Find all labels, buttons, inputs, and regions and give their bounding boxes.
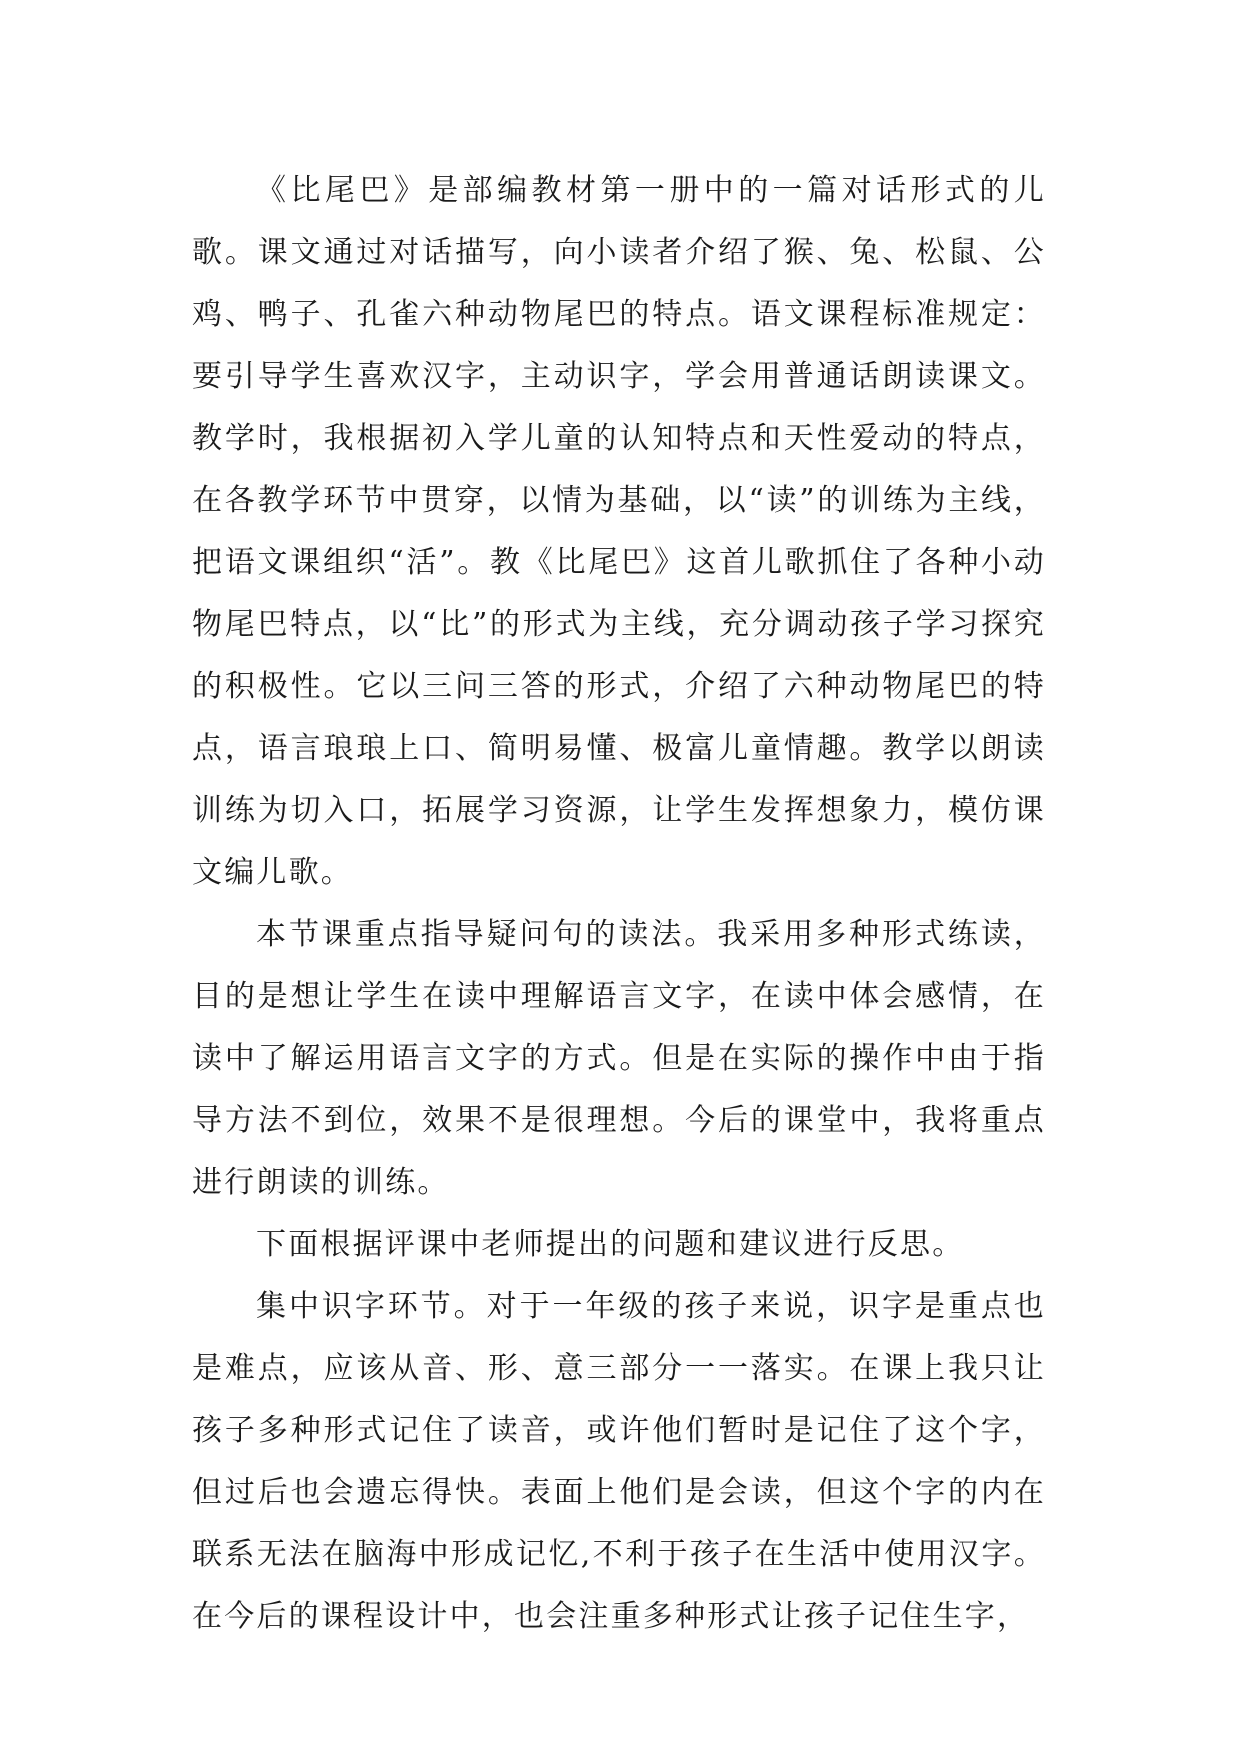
document-body [192, 160, 1046, 1648]
paragraph-literacy-section: 集中识字环节。对于一年级的孩子来说，识字是重点也是难点，应该从音、形、意三部分一一落实。在课上我只让孩子多种形式记住了读音，或许他们暂时是记住了这个字，但过后也会遗忘得快。表面上他们是会读，但这个字的内在联系无法在脑海中形成记忆,不利于孩子在生活中使用汉字。在今后的课程设计中，也会注重多种形式让孩子记住生字， [192, 1289, 1046, 1634]
paragraph-reflection-lead: 下面根据评课中老师提出的问题和建议进行反思。 [256, 1227, 965, 1262]
paragraph-reading-focus: 本节课重点指导疑问句的读法。我采用多种形式练读，目的是想让学生在读中理解语言文字，在读中体会感情，在读中了解运用语言文字的方式。但是在实际的操作中由于指导方法不到位，效果不是很理想。今后的课堂中，我将重点进行朗读的训练。 [192, 917, 1046, 1200]
paragraph-intro: 《比尾巴》是部编教材第一册中的一篇对话形式的儿歌。课文通过对话描写，向小读者介绍了猴、兔、松鼠、公鸡、鸭子、孔雀六种动物尾巴的特点。语文课程标准规定：要引导学生喜欢汉字，主动识字，学会用普通话朗读课文。教学时，我根据初入学儿童的认知特点和天性爱动的特点，在各教学环节中贯穿，以情为基础，以“读”的训练为主线，把语文课组织“活”。教《比尾巴》这首儿歌抓住了各种小动物尾巴特点，以“比”的形式为主线，充分调动孩子学习探究的积极性。它以三问三答的形式，介绍了六种动物尾巴的特点，语言琅琅上口、简明易懂、极富儿童情趣。教学以朗读训练为切入口，拓展学习资源，让学生发挥想象力，模仿课文编儿歌。 [192, 173, 1046, 890]
